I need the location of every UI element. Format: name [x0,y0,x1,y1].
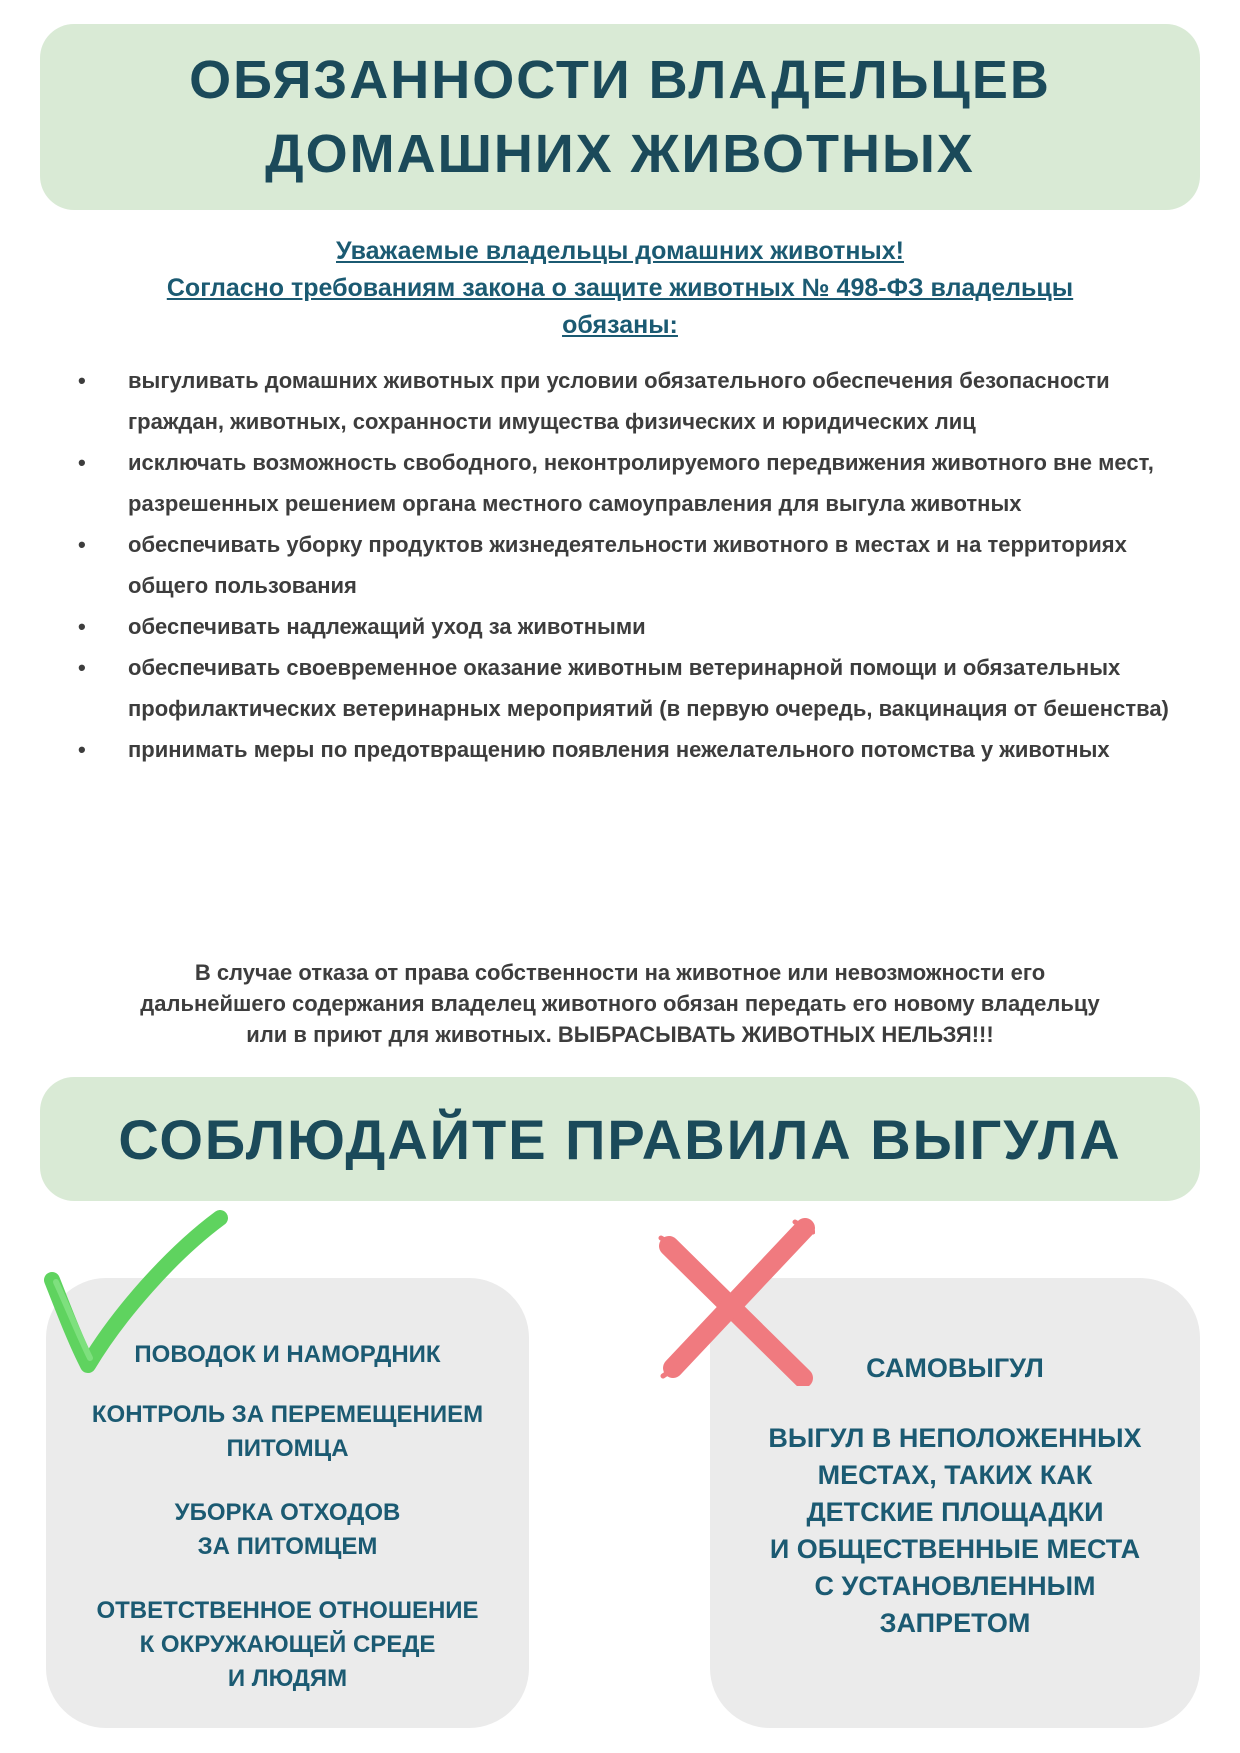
duty-item [70,442,1180,524]
intro-law-reference: Согласно требованиям закона о защите животных № 498-ФЗ владельцы [166,274,1074,302]
duty-text: принимать меры по предотвращению появления нежелательного потомства у животных [128,737,1110,762]
duty-item [70,360,1180,442]
page-title-line1: ОБЯЗАННОСТИ ВЛАДЕЛЬЦЕВ [189,50,1051,110]
duty-text: исключать возможность свободного, неконтролируемого передвижения животного вне мест, разрешенных решением органа местного самоуправления для выгула животных [128,450,1154,516]
notice-line: дальнейшего содержания владелец животного обязан передать его новому владельцу [140,991,1100,1016]
forbidden-item: ВЫГУЛ В НЕПОЛОЖЕННЫХ МЕСТАХ, ТАКИХ КАК ДЕТСКИЕ ПЛОЩАДКИ И ОБЩЕСТВЕННЫЕ МЕСТА С УСТАНОВЛЕННЫМ ЗАПРЕТОМ [768,1423,1142,1638]
duty-item [70,647,1180,729]
abandonment-notice [60,957,1180,1050]
allowed-item: ПОВОДОК И НАМОРДНИК [134,1341,441,1368]
page-title-line2: ДОМАШНИХ ЖИВОТНЫХ [265,124,975,184]
duty-text: обеспечивать своевременное оказание животным ветеринарной помощи и обязательных профилактических ветеринарных мероприятий (в первую очередь, вакцинация от бешенства) [128,655,1169,721]
intro-obliged: обязаны: [562,311,678,339]
allowed-item: ОТВЕТСТВЕННОЕ ОТНОШЕНИЕ К ОКРУЖАЮЩЕЙ СРЕДЕ И ЛЮДЯМ [96,1597,479,1692]
forbidden-item: САМОВЫГУЛ [866,1353,1044,1383]
intro-greeting: Уважаемые владельцы домашних животных! [336,237,904,265]
duty-item [70,524,1180,606]
duty-item [70,729,1180,770]
bullet-icon: • [78,450,86,475]
cross-icon [655,1218,815,1386]
bullet-icon: • [78,614,86,639]
intro-heading [60,233,1180,344]
allowed-item: КОНТРОЛЬ ЗА ПЕРЕМЕЩЕНИЕМ ПИТОМЦА [91,1401,484,1462]
allowed-item: УБОРКА ОТХОДОВ ЗА ПИТОМЦЕМ [174,1499,401,1560]
title-banner [40,24,1200,210]
duty-item [70,606,1180,647]
notice-line: В случае отказа от права собственности на животное или невозможности его [194,960,1046,985]
bullet-icon: • [78,368,86,393]
rules-banner: СОБЛЮДАЙТЕ ПРАВИЛА ВЫГУЛА [40,1077,1200,1201]
duties-list [70,360,1180,770]
notice-line: или в приют для животных. ВЫБРАСЫВАТЬ ЖИВОТНЫХ НЕЛЬЗЯ!!! [246,1022,994,1047]
checkmark-icon [40,1210,230,1380]
duty-text: выгуливать домашних животных при условии обязательного обеспечения безопасности граждан, животных, сохранности имущества физических и юридических лиц [128,368,1110,434]
bullet-icon: • [78,655,86,680]
bullet-icon: • [78,737,86,762]
duty-text: обеспечивать надлежащий уход за животными [128,614,646,639]
bullet-icon: • [78,532,86,557]
duty-text: обеспечивать уборку продуктов жизнедеятельности животного в местах и на территориях общего пользования [128,532,1127,598]
